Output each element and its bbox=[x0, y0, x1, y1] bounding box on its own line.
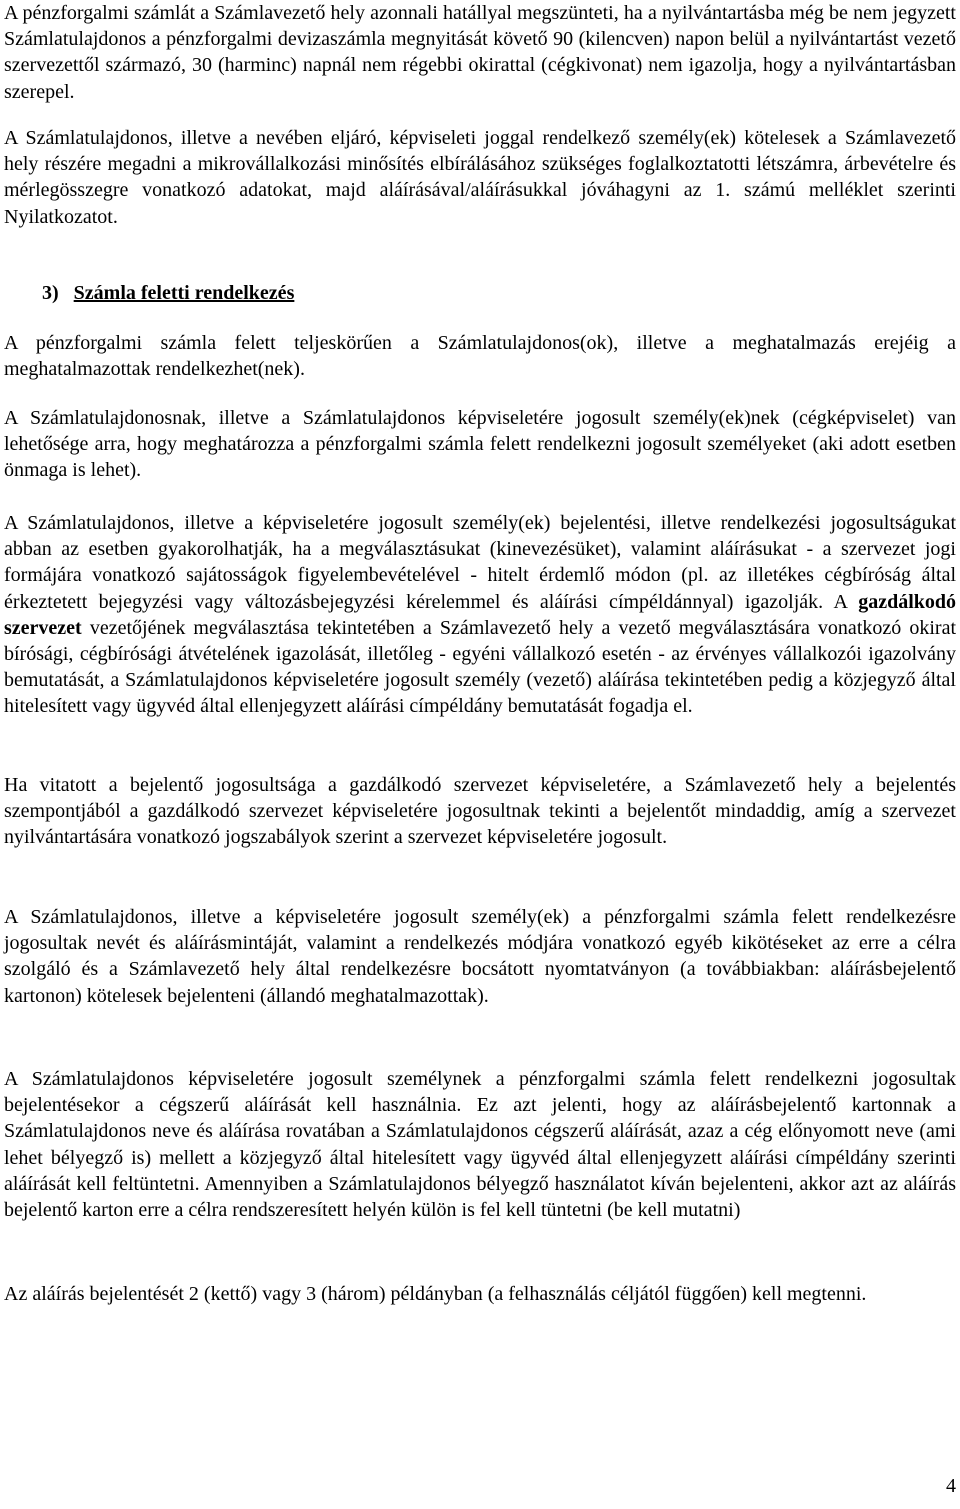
paragraph-copies: Az aláírás bejelentését 2 (kettő) vagy 3 (három) példányban (a felhasználás céljától függően) kell megtenni. bbox=[4, 1283, 867, 1305]
paragraph-disputed-authority: Ha vitatott a bejelentő jogosultsága a gazdálkodó szervezet képviseletére, a Számlavezető hely a bejelentés szempontjából a gazdálkodó szervezet képviseletére jogosultnak tekinti a bejelentőt mindaddig, amíg a szervezet nyilvántartására vonatkozó jogszabályok szerint a szervezet képviseletére jogosult. bbox=[4, 774, 956, 849]
page-number: 4 bbox=[946, 1475, 956, 1497]
section-heading bbox=[42, 280, 294, 306]
paragraph-account-control: A pénzforgalmi számla felett teljeskörűen a Számlatulajdonos(ok), illetve a meghatalmazás erejéig a meghatalmazottak rendelkezhet(nek). bbox=[4, 332, 956, 381]
paragraph-signature-card: A Számlatulajdonos, illetve a képviseletére jogosult személy(ek) a pénzforgalmi számla felett rendelkezésre jogosultak nevét és aláírásmintáját, valamint a rendelkezés módjára vonatkozó egyéb kikötéseket az erre a célra szolgáló és a Számlavezető hely által rendelkezésre bocsátott nyomtatványon (a továbbiakban: aláírásbejelentő kartonon) kötelesek bejelenteni (állandó meghatalmazottak). bbox=[4, 906, 956, 1007]
section-title: Számla feletti rendelkezés bbox=[73, 282, 295, 304]
paragraph-micro-enterprise-declaration: A Számlatulajdonos, illetve a nevében eljáró, képviseleti joggal rendelkező személy(ek) kötelesek a Számlavezető hely részére megadni a mikrovállalkozási minősítés elbírálásához szükséges foglalkoztatotti létszámra, árbevételre és mérlegösszegre vonatkozó adatokat, majd aláírásával/aláírásukkal jóváhagyni az 1. számú melléklet szerinti Nyilatkozatot. bbox=[4, 127, 956, 228]
paragraph-authorized-persons: A Számlatulajdonosnak, illetve a Számlatulajdonos képviseletére jogosult személy(ek)nek (cégképviselet) van lehetősége arra, hogy meghatározza a pénzforgalmi számla felett rendelkezni jogosult személyeket (aki adott esetben önmaga is lehet). bbox=[4, 407, 956, 482]
paragraph-authorization-proof-part2: vezetőjének megválasztása tekintetében a Számlavezető hely a vezető megválasztására vonatkozó okirat bírósági, cégbírósági átvételének igazolását, illetőleg - egyéni vállalkozó esetén - az érvényes vállalkozói igazolvány bemutatását, a Számlatulajdonos képviseletére jogosult személy (vezető) aláírása tekintetében pedig a közjegyző által hitelesített vagy ügyvéd által ellenjegyzett aláírási címpéldány bemutatását fogadja el. bbox=[4, 616, 956, 718]
paragraph-authorization-proof-bold: gazdálkodó szervezet bbox=[4, 590, 956, 639]
paragraph-authorization-proof bbox=[4, 510, 956, 720]
section-number: 3) bbox=[42, 282, 59, 304]
paragraph-authorization-proof-part1: A Számlatulajdonos, illetve a képviseletére jogosult személy(ek) bejelentési, illetve rendelkezési jogosultságukat abban az esetben gyakorolhatják, ha a megválasztásukat (kinevezésüket), valamint aláírásukat - a szervezet jogi formájára vonatkozó sajátosságok figyelembevételével - hitelt érdemlő módon (pl. az illetékes cégbíróság által érkeztetett bejegyzési vagy változásbejegyzési kérelemmel és aláírási címpéldánnyal) igazolják. A bbox=[4, 512, 956, 613]
paragraph-account-termination: A pénzforgalmi számlát a Számlavezető hely azonnali hatállyal megszünteti, ha a nyilvántartásba még be nem jegyzett Számlatulajdonos a pénzforgalmi devizaszámla megnyitását követő 90 (kilencven) napon belül a nyilvántartást vezető szervezettől származó, 30 (harminc) napnál nem régebbi okirattal (cégkivonat) nem igazolja, hogy a nyilvántartásban szerepel. bbox=[4, 2, 956, 103]
paragraph-company-signature: A Számlatulajdonos képviseletére jogosult személynek a pénzforgalmi számla felett rendelkezni jogosultak bejelentésekor a cégszerű aláírását kell használnia. Ez azt jelenti, hogy az aláírásbejelentő kartonnak a Számlatulajdonos neve és aláírása rovatában a Számlatulajdonos cégszerű aláírását, azaz a cég előnyomott neve (ami lehet bélyegző is) mellett a közjegyző által hitelesített vagy ügyvéd által ellenjegyzett aláírási címpéldány szerinti aláírását kell feltüntetni. Amennyiben a Számlatulajdonos bélyegző használatot kíván bejelenteni, akkor azt az aláírás bejelentő karton erre a célra rendszeresített helyén külön is fel kell tüntetni (be kell mutatni) bbox=[4, 1068, 956, 1222]
